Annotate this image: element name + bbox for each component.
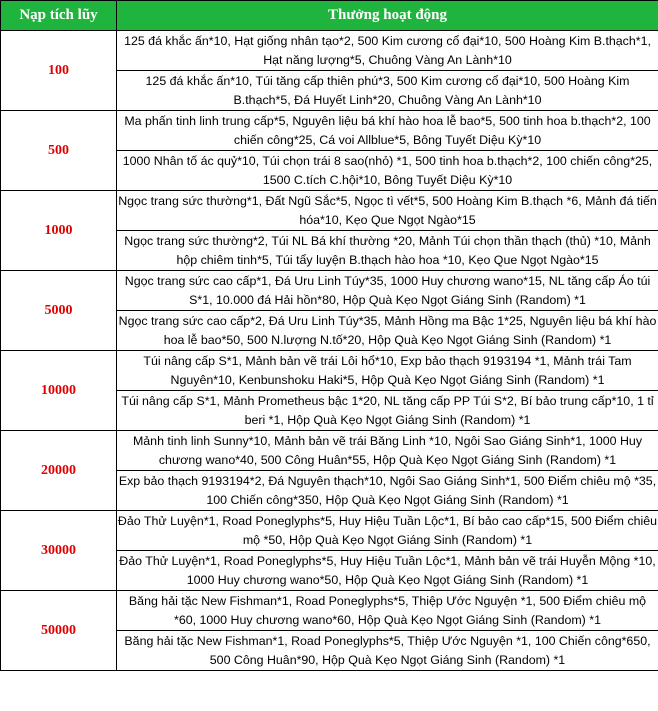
reward-cell: Ngọc trang sức thường*1, Đất Ngũ Sắc*5, Ngọc tì vết*5, 500 Hoàng Kim B.thạch *6, Mảnh đá tiến hóa*10, Kẹo Que Ngọt Ngào*15	[117, 191, 658, 231]
reward-cell: Ngọc trang sức thường*2, Túi NL Bá khí thường *20, Mảnh Túi chọn thần thạch (thủ) *10, Mảnh hộp chiêm tinh*5, Túi tẩy luyện B.thạch hào hoa *10, Kẹo Que Ngọt Ngào*15	[117, 231, 658, 271]
reward-cell: Ngọc trang sức cao cấp*2, Đá Uru Linh Túy*35, Mảnh Hồng ma Bậc 1*25, Nguyên liệu bá khí hào hoa lễ bao*50, 500 N.lượng N.tố*20, Hộp Quà Kẹo Ngọt Giáng Sinh (Random) *1	[117, 311, 658, 351]
reward-cell: Túi nâng cấp S*1, Mảnh Prometheus bậc 1*20, NL tăng cấp PP Túi S*2, Bí bảo trung cấp*10, 1 tỉ beri *1, Hộp Quà Kẹo Ngọt Giáng Sinh (Random) *1	[117, 391, 658, 431]
table-row	[1, 191, 658, 231]
table-row	[1, 431, 658, 471]
table-row	[1, 271, 658, 311]
header-reward: Thưởng hoạt động	[117, 1, 658, 31]
table-row	[1, 31, 658, 71]
tier-amount: 1000	[1, 191, 117, 271]
reward-cell: Exp bảo thạch 9193194*2, Đá Nguyên thạch*10, Ngôi Sao Giáng Sinh*1, 500 Điểm chiêu mộ *35, 100 Chiến công*350, Hộp Quà Kẹo Ngọt Giáng Sinh (Random) *1	[117, 471, 658, 511]
reward-cell: 125 đá khắc ấn*10, Hạt giống nhân tạo*2, 500 Kim cương cổ đại*10, 500 Hoàng Kim B.thạch*1, Hạt năng lượng*5, Chuông Vàng An Lành*10	[117, 31, 658, 71]
tier-amount: 10000	[1, 351, 117, 431]
reward-cell: Túi nâng cấp S*1, Mảnh bản vẽ trái Lôi hổ*10, Exp bảo thạch 9193194 *1, Mảnh trái Tam Nguyên*10, Kenbunshoku Haki*5, Hộp Quà Kẹo Ngọt Giáng Sinh (Random) *1	[117, 351, 658, 391]
reward-cell: Băng hải tặc New Fishman*1, Road Poneglyphs*5, Thiệp Ước Nguyện *1, 500 Điểm chiêu mộ *60, 1000 Huy chương wano*60, Hộp Quà Kẹo Ngọt Giáng Sinh (Random) *1	[117, 591, 658, 631]
reward-cell: 125 đá khắc ấn*10, Túi tăng cấp thiên phú*3, 500 Kim cương cổ đại*10, 500 Hoàng Kim B.thạch*5, Đá Huyết Linh*20, Chuông Vàng An Lành*10	[117, 71, 658, 111]
table-row	[1, 111, 658, 151]
tier-amount: 30000	[1, 511, 117, 591]
tier-amount: 100	[1, 31, 117, 111]
reward-cell: 1000 Nhân tố ác quỷ*10, Túi chọn trái 8 sao(nhỏ) *1, 500 tinh hoa b.thạch*2, 100 chiến công*25, 1500 C.tích C.hội*10, Bông Tuyết Diệu Kỳ*10	[117, 151, 658, 191]
tier-amount: 20000	[1, 431, 117, 511]
tier-amount: 5000	[1, 271, 117, 351]
table-row	[1, 591, 658, 631]
reward-cell: Đảo Thử Luyện*1, Road Poneglyphs*5, Huy Hiệu Tuần Lộc*1, Mảnh bản vẽ trái Huyễn Mộng *10, 1000 Huy chương wano*50, Hộp Quà Kẹo Ngọt Giáng Sinh (Random) *1	[117, 551, 658, 591]
reward-cell: Ma phấn tinh linh trung cấp*5, Nguyên liệu bá khí hào hoa lễ bao*5, 500 tinh hoa b.thạch*2, 100 chiến công*25, Cá voi Allblue*5, Bông Tuyết Diệu Kỳ*10	[117, 111, 658, 151]
table-row	[1, 511, 658, 551]
reward-cell: Ngọc trang sức cao cấp*1, Đá Uru Linh Túy*35, 1000 Huy chương wano*15, NL tăng cấp Áo túi S*1, 10.000 đá Hải hồn*80, Hộp Quà Kẹo Ngọt Giáng Sinh (Random) *1	[117, 271, 658, 311]
header-amount: Nạp tích lũy	[1, 1, 117, 31]
reward-cell: Đảo Thử Luyện*1, Road Poneglyphs*5, Huy Hiệu Tuần Lộc*1, Bí bảo cao cấp*15, 500 Điểm chiêu mộ *50, Hộp Quà Kẹo Ngọt Giáng Sinh (Random) *1	[117, 511, 658, 551]
table-row	[1, 351, 658, 391]
tier-amount: 500	[1, 111, 117, 191]
table-header-row	[1, 1, 658, 31]
reward-cell: Mảnh tinh linh Sunny*10, Mảnh bản vẽ trái Băng Linh *10, Ngôi Sao Giáng Sinh*1, 1000 Huy chương wano*40, 500 Công Huân*55, Hộp Quà Kẹo Ngọt Giáng Sinh (Random) *1	[117, 431, 658, 471]
tier-amount: 50000	[1, 591, 117, 671]
reward-cell: Băng hải tặc New Fishman*1, Road Poneglyphs*5, Thiệp Ước Nguyện *1, 100 Chiến công*650, 500 Công Huân*90, Hộp Quà Kẹo Ngọt Giáng Sinh (Random) *1	[117, 631, 658, 671]
